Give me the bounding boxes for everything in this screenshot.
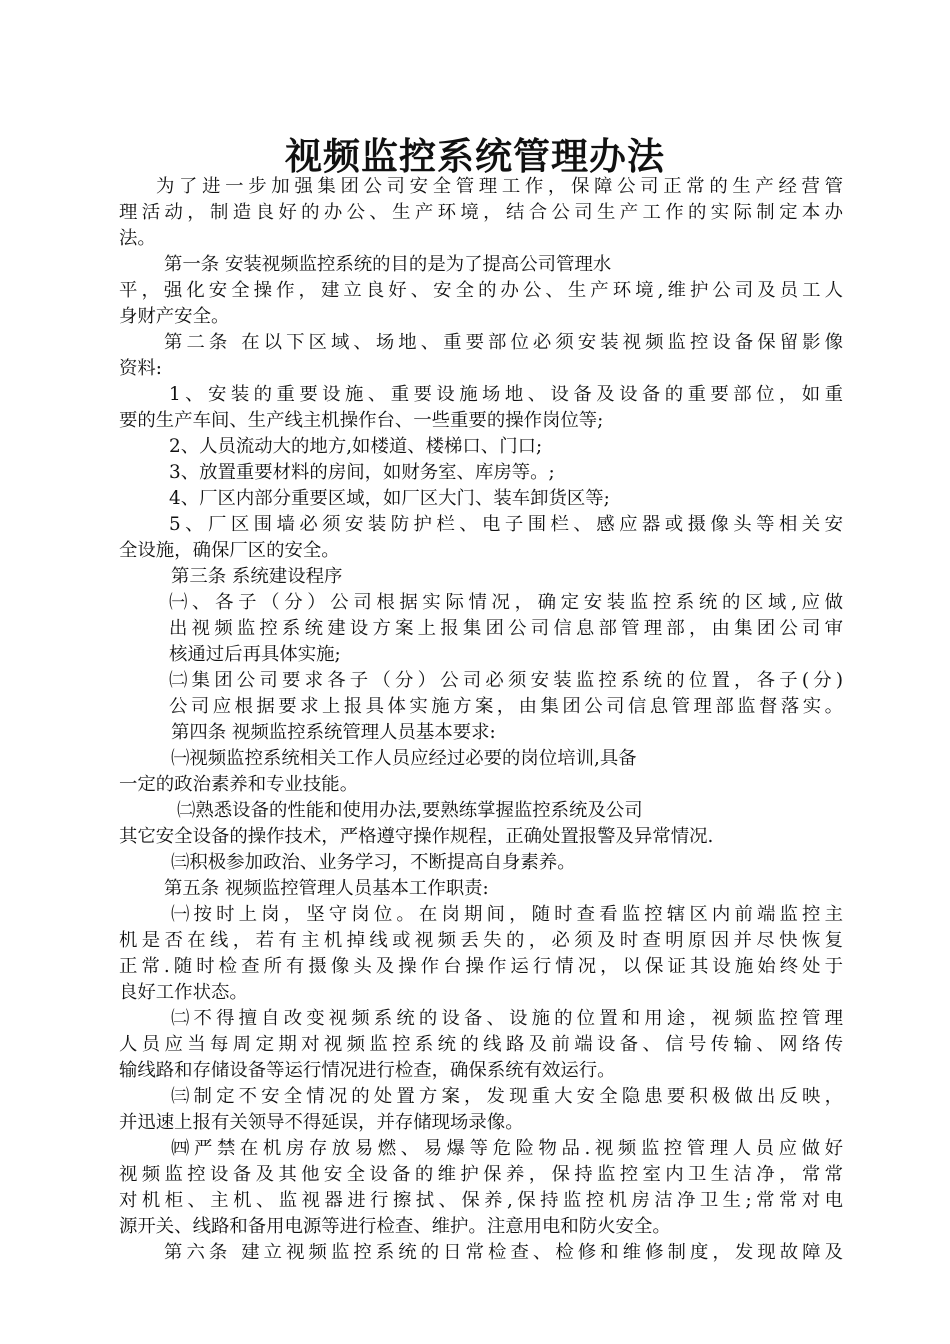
text-line: 良好工作状态。 — [119, 982, 248, 1003]
article-heading: 第五条 视频监控管理人员基本工作职责: — [164, 878, 489, 899]
list-item: ㈠、各子（分）公司根据实际情况，确定安装监控系统的区域,应做 — [169, 592, 843, 613]
list-item: 1、安装的重要设施、重要设施场地、设备及设备的重要部位，如重 — [169, 384, 843, 405]
text-line: 为了进一步加强集团公司安全管理工作，保障公司正常的生产经营管 — [156, 176, 843, 197]
text-line: 理活动，制造良好的办公、生产环境，结合公司生产工作的实际制定本办 — [119, 202, 843, 223]
text-line: 对机柜、主机、监视器进行擦拭、保养,保持监控机房洁净卫生;常常对电 — [119, 1190, 843, 1211]
text-line: 平，强化安全操作，建立良好、安全的办公、生产环境,维护公司及员工人 — [119, 280, 843, 301]
text-line: 出视频监控系统建设方案上报集团公司信息部管理部，由集团公司审 — [169, 618, 843, 639]
list-item: ㈠按时上岗，坚守岗位。在岗期间，随时查看监控辖区内前端监控主 — [171, 904, 843, 925]
text-line: 人员应当每周定期对视频监控系统的线路及前端设备、信号传输、网络传 — [119, 1034, 843, 1055]
list-item: ㈢制定不安全情况的处置方案，发现重大安全隐患要积极做出反映， — [171, 1086, 843, 1107]
text-line: 公司应根据要求上报具体实施方案，由集团公司信息管理部监督落实。 — [169, 696, 843, 717]
text-line: 并迅速上报有关领导不得延误，并存储现场录像。 — [119, 1112, 524, 1133]
list-item: ㈢积极参加政治、业务学习，不断提高自身素养。 — [171, 852, 576, 873]
document-body — [119, 174, 843, 1266]
list-item: 5、厂区围墙必须安装防护栏、电子围栏、感应器或摄像头等相关安 — [169, 514, 843, 535]
list-item: ㈠视频监控系统相关工作人员应经过必要的岗位培训,具备 — [171, 748, 637, 769]
text-line: 其它安全设备的操作技术，严格遵守操作规程，正确处置报警及异常情况. — [119, 826, 714, 847]
article-heading: 第二条 在以下区域、场地、重要部位必须安装视频监控设备保留影像 — [164, 332, 843, 353]
article-heading: 第六条 建立视频监控系统的日常检查、检修和维修制度，发现故障及 — [164, 1242, 843, 1263]
text-line: 机是否在线，若有主机掉线或视频丢失的，必须及时查明原因并尽快恢复 — [119, 930, 843, 951]
article-heading: 第三条 系统建设程序 — [171, 566, 343, 587]
text-line: 核通过后再具体实施; — [169, 644, 341, 665]
article-heading: 第四条 视频监控系统管理人员基本要求: — [171, 722, 496, 743]
list-item: ㈡熟悉设备的性能和使用办法,要熟练掌握监控系统及公司 — [177, 800, 643, 821]
text-line: 要的生产车间、生产线主机操作台、一些重要的操作岗位等; — [119, 410, 604, 431]
text-line: 输线路和存储设备等运行情况进行检查，确保系统有效运行。 — [119, 1060, 616, 1081]
text-line: 全设施，确保厂区的安全。 — [119, 540, 340, 561]
text-line: 一定的政治素养和专业技能。 — [119, 774, 359, 795]
list-item: ㈡不得擅自改变视频系统的设备、设施的位置和用途，视频监控管理 — [171, 1008, 843, 1029]
list-item: 3、放置重要材料的房间，如财务室、库房等。; — [169, 462, 555, 483]
list-item: ㈡集团公司要求各子（分）公司必须安装监控系统的位置，各子(分) — [169, 670, 843, 691]
article-heading: 第一条 安装视频监控系统的目的是为了提高公司管理水 — [164, 254, 612, 275]
list-item: 4、厂区内部分重要区域，如厂区大门、装车卸货区等; — [169, 488, 610, 509]
text-line: 源开关、线路和备用电源等进行检查、维护。注意用电和防火安全。 — [119, 1216, 671, 1237]
document-title: 视频监控系统管理办法 — [285, 135, 665, 178]
text-line: 视频监控设备及其他安全设备的维护保养，保持监控室内卫生洁净，常常 — [119, 1164, 843, 1185]
text-line: 法。 — [119, 228, 156, 249]
text-line: 资料: — [119, 358, 162, 379]
list-item: ㈣严禁在机房存放易燃、易爆等危险物品.视频监控管理人员应做好 — [171, 1138, 843, 1159]
list-item: 2、人员流动大的地方,如楼道、楼梯口、门口; — [169, 436, 543, 457]
text-line: 身财产安全。 — [119, 306, 230, 327]
text-line: 正常.随时检查所有摄像头及操作台操作运行情况，以保证其设施始终处于 — [119, 956, 843, 977]
